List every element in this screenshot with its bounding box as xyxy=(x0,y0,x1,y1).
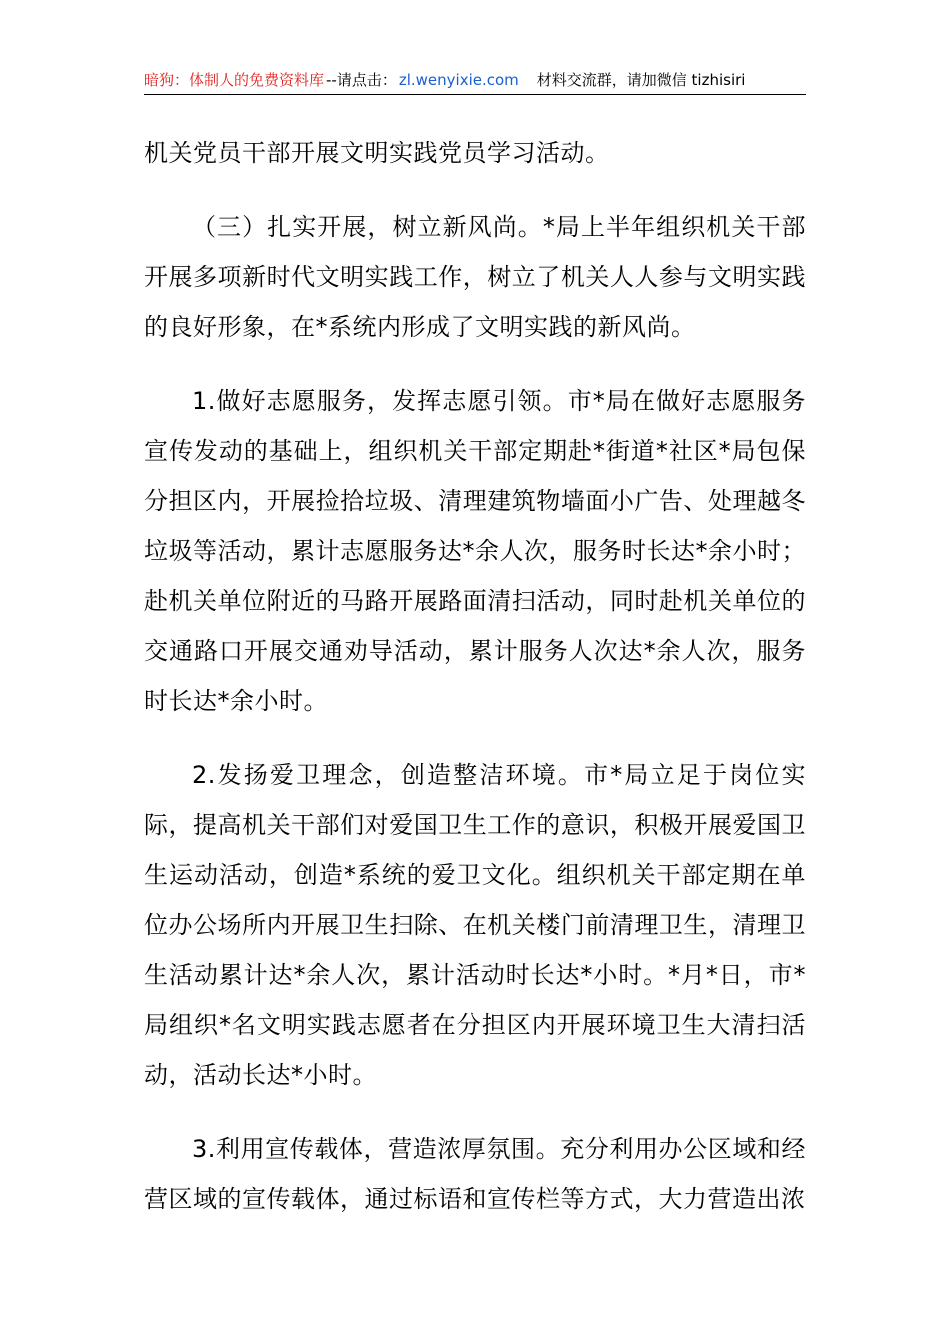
header-contact: 材料交流群，请加微信 tizhisiri xyxy=(536,71,746,89)
paragraph-section-3: （三）扎实开展，树立新风尚。*局上半年组织机关干部开展多项新时代文明实践工作，树立了机关人人参与文明实践的良好形象，在*系统内形成了文明实践的新风尚。 xyxy=(144,213,806,341)
paragraph-item-2: 2.发扬爱卫理念，创造整洁环境。市*局立足于岗位实际，提高机关干部们对爱国卫生工作的意识，积极开展爱国卫生运动活动，创造*系统的爱卫文化。组织机关干部定期在单位办公场所内开展卫生扫除、在机关楼门前清理卫生，清理卫生活动累计达*余人次，累计活动时长达*小时。*月*日，市*局组织*名文明实践志愿者在分担区内开展环境卫生大清扫活动，活动长达*小时。 xyxy=(144,761,806,1089)
header-link[interactable]: zl.wenyixie.com xyxy=(398,71,519,89)
document-body xyxy=(144,128,806,1248)
paragraph-item-3: 3.利用宣传载体，营造浓厚氛围。充分利用办公区域和经营区域的宣传载体，通过标语和宣传栏等方式，大力营造出浓 xyxy=(144,1135,806,1213)
header-prompt: --请点击： xyxy=(326,71,397,89)
header-brand: 暗狗：体制人的免费资料库 xyxy=(144,71,325,89)
page-header xyxy=(144,68,806,95)
paragraph-continuation: 机关党员干部开展文明实践党员学习活动。 xyxy=(144,139,610,167)
paragraph-item-1: 1.做好志愿服务，发挥志愿引领。市*局在做好志愿服务宣传发动的基础上，组织机关干部定期赴*街道*社区*局包保分担区内，开展捡拾垃圾、清理建筑物墙面小广告、处理越冬垃圾等活动，累计志愿服务达*余人次，服务时长达*余小时；赴机关单位附近的马路开展路面清扫活动，同时赴机关单位的交通路口开展交通劝导活动，累计服务人次达*余人次，服务时长达*余小时。 xyxy=(144,387,806,715)
